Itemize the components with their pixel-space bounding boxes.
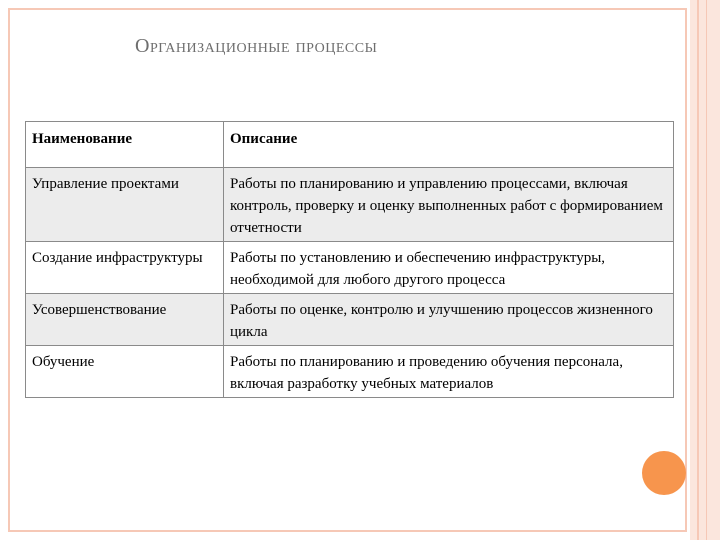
header-name: Наименование: [26, 122, 224, 168]
table-row: [26, 346, 674, 398]
row-description: Работы по оценке, контролю и улучшению процессов жизненного цикла: [224, 294, 674, 346]
table-row: [26, 242, 674, 294]
row-description: Работы по планированию и управлению процессами, включая контроль, проверку и оценку выполненных работ с формированием отчетности: [224, 168, 674, 242]
table-row: [26, 294, 674, 346]
decorative-side-line-thin: [706, 0, 707, 540]
slide-title: Организационные процессы: [135, 35, 378, 57]
row-description: Работы по установлению и обеспечению инфраструктуры, необходимой для любого другого процесса: [224, 242, 674, 294]
processes-table: [25, 121, 674, 398]
decorative-side-line: [697, 0, 699, 540]
row-name: Создание инфраструктуры: [26, 242, 224, 294]
decorative-side-band: [690, 0, 720, 540]
row-description: Работы по планированию и проведению обучения персонала, включая разработку учебных материалов: [224, 346, 674, 398]
table-header-row: [26, 122, 674, 168]
decorative-circle: [642, 451, 686, 495]
header-description: Описание: [224, 122, 674, 168]
table-row: [26, 168, 674, 242]
row-name: Обучение: [26, 346, 224, 398]
row-name: Усовершенствование: [26, 294, 224, 346]
row-name: Управление проектами: [26, 168, 224, 242]
